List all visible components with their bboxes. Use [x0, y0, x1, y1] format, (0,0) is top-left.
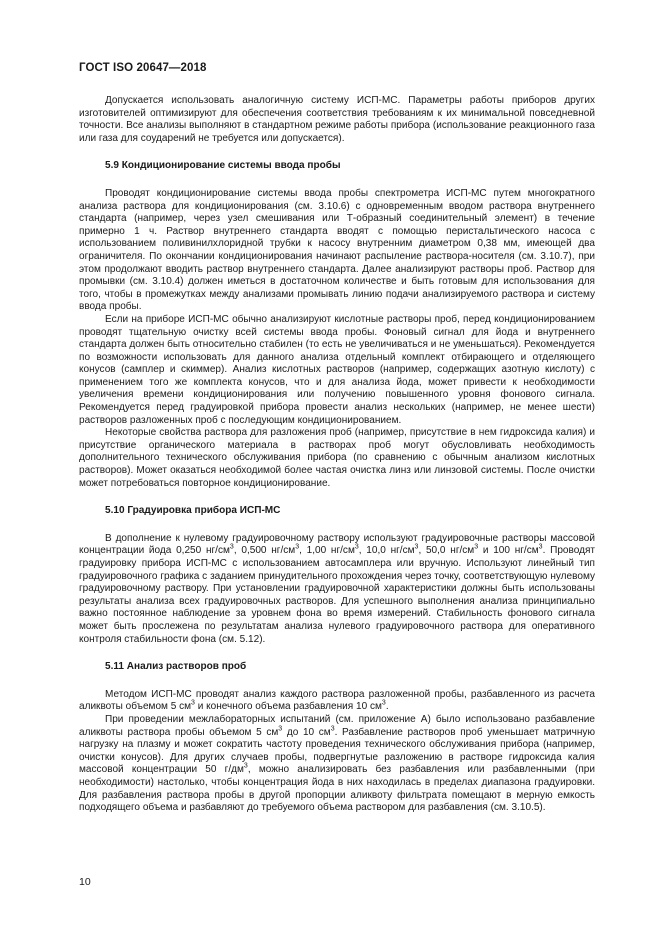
superscript: 3: [381, 700, 386, 707]
superscript: 3: [414, 544, 419, 552]
superscript: 3: [229, 544, 234, 552]
superscript: 3: [278, 725, 283, 733]
superscript: 3: [474, 544, 479, 552]
text-run: , 0,500 нг/см: [233, 545, 296, 557]
text-run: и 100 нг/см: [478, 545, 539, 557]
superscript: 3: [191, 700, 195, 707]
section-5-11-heading: 5.11 Анализ растворов проб: [105, 661, 247, 673]
text-run: , 50,0 нг/см: [418, 545, 475, 557]
superscript: 3: [538, 544, 543, 552]
section-5-9-paragraph-2: Если на приборе ИСП-МС обычно анализируют кислотные растворы проб, перед кондиционированием проводят тщательную очистку всей системы ввода пробы. Фоновый сигнал для йода и внутреннего стандарта должен быть относительно стабилен (то есть не увеличиваться и не уменьшаться). Рекомендуется по возможности использовать для данного анализа отдельный комплект отбирающего и отделяющего конусов (самплер и скиммер). Анализ кислотных растворов (например, содержащих азотную кислоту) с применением того же комплекта конусов, что и для анализа йода, может привести к необходимости увеличения времени кондиционирования или получению повышенного уровня фонового сигнала. Рекомендуется перед градуировкой прибора провести анализ нескольких (например, не менее шести) растворов разложенных проб с последующим кондиционированием.: [79, 313, 595, 426]
section-5-10-heading: 5.10 Градуировка прибора ИСП-МС: [105, 505, 281, 517]
document-body: [79, 95, 595, 815]
superscript: 3: [295, 544, 300, 552]
text-run: до 10 см: [282, 726, 331, 738]
text-run: , 1,00 нг/см: [299, 545, 355, 557]
section-5-9-heading: 5.9 Кондиционирование системы ввода пробы: [105, 160, 341, 172]
text-run: , можно анализировать без разбавления или разбавленными (при необходимости) настолько, чтобы концентрация йода в них находилась в пределах диапазона градуировки. Для разбавления раствора пробы в другой пропорции аликвоту фильтрата помещают в мерную емкость подходящего объема и разбавляют до требуемого объема раствором для разбавления (см. 3.10.5).: [79, 764, 595, 814]
page-number: 10: [79, 876, 91, 888]
section-5-11-paragraph-2: [79, 714, 595, 815]
section-5-9-paragraph-3: Некоторые свойства раствора для разложения проб (например, присутствие в нем гидроксида калия) и присутствие органического материала в растворах проб могут обусловливать необходимость дополнительного технического обслуживания прибора (по сравнению с обычным анализом кислотных растворов). Может оказаться необходимой более частая очистка линз или линзовой системы. После очистки может потребоваться повторное кондиционирование.: [79, 427, 595, 489]
intro-paragraph: Допускается использовать аналогичную систему ИСП-МС. Параметры работы приборов других изготовителей оптимизируют для обеспечения соответствия требованиям к их минимальной повседневной точности. Все анализы выполняют в стандартном режиме работы прибора (использование реакционного газа или газа для соударений не требуется или допускается).: [79, 95, 595, 144]
text-run: . Проводят градуировку прибора ИСП-МС с использованием автосамплера или вручную. Используют линейный тип градуировочного графика с заданием принудительного прохождения через точку, соответствующую нулевому градуировочному раствору. При установлении градуировочной характеристики должны быть использованы результаты анализа всех градуировочных растворов. Для успешного выполнения анализа принципиально важно постоянное наблюдение за уровнем фона во время измерений. Стабильность фонового сигнала может быть прослежена по результатам анализа нулевого градуировочного раствора для оперативного контроля стабильности фона (см. 5.12).: [79, 545, 595, 645]
text-run: В дополнение к нулевому градуировочному раствору используют градуировочные растворы массовой концентрации йода 0,250 нг/см: [79, 532, 595, 557]
section-5-9-paragraph-1: Проводят кондиционирование системы ввода пробы спектрометра ИСП-МС путем многократного анализа раствора для кондиционирования (см. 3.10.6) с одновременным вводом раствора внутреннего стандарта (например, через узел смешивания или Т-образный соединительный элемент) в течение примерно 1 ч. Раствор внутреннего стандарта вводят с помощью перистальтического насоса с использованием поливинилхлоридной трубки к насосу внутренним диаметром 0,38 мм, имеющей два ограничителя. По окончании кондиционирования начинают распыление раствора-носителя (см. 3.10.7), при этом продолжают вводить раствор внутреннего стандарта. Далее анализируют растворы проб. Раствор для промывки (см. 3.10.4) должен иметься в достаточном количестве и быть готовым для использования для того, чтобы в промежутках между анализами промывать линию подачи анализируемого раствора и систему ввода пробы.: [79, 187, 595, 313]
document-header: ГОСТ ISO 20647—2018: [79, 62, 207, 74]
superscript: 3: [330, 725, 335, 733]
text-run: При проведении межлабораторных испытаний (см. приложение А) было использовано разбавление аликвоты раствора пробы объемом 5 см: [79, 713, 595, 738]
superscript: 3: [354, 544, 359, 552]
superscript: 3: [243, 762, 248, 770]
text-run: , 10,0 нг/см: [358, 545, 415, 557]
text-run: и конечного объема разбавления 10 см: [194, 701, 382, 713]
text-run: .: [385, 701, 389, 713]
section-5-11-paragraph-1: [79, 689, 595, 714]
text-run: Методом ИСП-МС проводят анализ каждого раствора разложенной пробы, разбавленного из расчета аликвоты объемом 5 см: [79, 688, 595, 713]
section-5-10-paragraph-1: [79, 533, 595, 646]
text-run: . Разбавление растворов проб уменьшает матричную нагрузку на плазму и может сократить частоту проведения технического обслуживания прибора (например, очистки конусов). Для других случаев пробы, подвергнутые разложению в растворе гидроксида калия массовой концентрации 50 г/дм: [79, 726, 595, 776]
